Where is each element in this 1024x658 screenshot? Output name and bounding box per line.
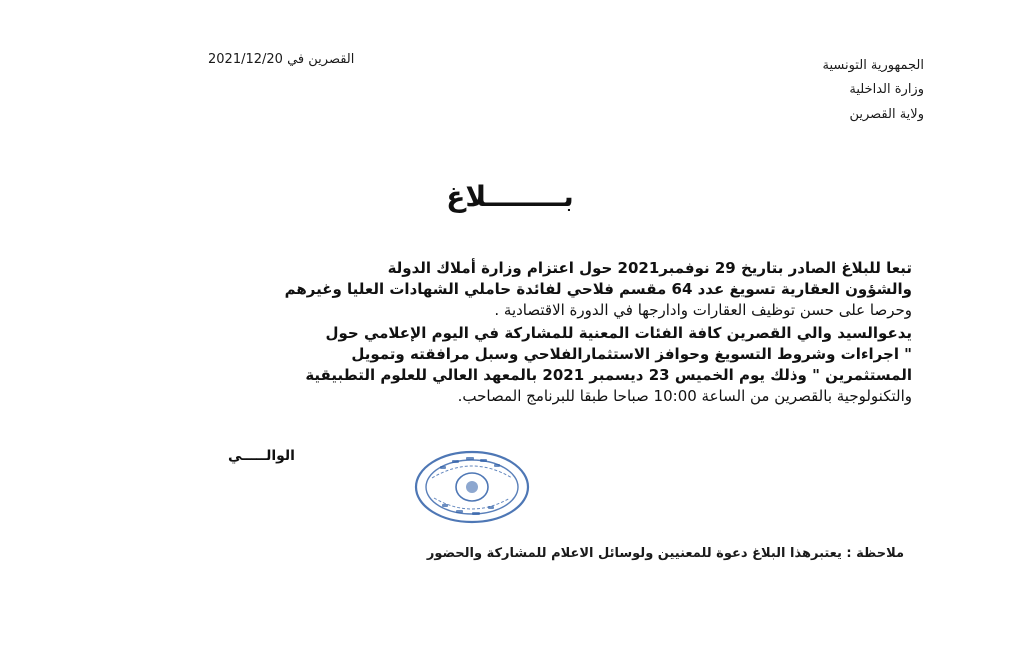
paragraph-2 (112, 323, 912, 407)
paragraph-1 (112, 258, 912, 321)
document-date: القصرين في 2021/12/20 (208, 52, 355, 67)
paragraph-2-line-3: المستثمرين " وذلك يوم الخميس 23 ديسمبر 2021 بالمعهد العالي للعلوم التطبيقية (305, 366, 912, 384)
header-republic: الجمهورية التونسية (822, 58, 924, 73)
document-title: بــــــــلاغ (446, 180, 574, 213)
header-governorate: ولاية القصرين (849, 107, 924, 122)
paragraph-2-line-4: والتكنولوجية بالقصرين من الساعة 10:00 صباحا طبقا للبرنامج المصاحب. (457, 387, 912, 405)
signature-governor: الوالـــــي (228, 448, 295, 464)
paragraph-1-line-3: وحرصا على حسن توظيف العقارات وادارجها في الدورة الاقتصادية . (494, 301, 912, 319)
footer-note: ملاحظة : يعتبرهذا البلاغ دعوة للمعنيين ولوسائل الاعلام للمشاركة والحضور (426, 546, 904, 561)
paragraph-2-line-1: يدعوالسيد والي القصرين كافة الفئات المعنية للمشاركة في اليوم الإعلامي حول (325, 324, 912, 342)
header-ministry: وزارة الداخلية (849, 82, 924, 97)
official-seal-icon (412, 448, 532, 526)
paragraph-2-line-2: " اجراءات وشروط التسويغ وحوافز الاستثمارالفلاحي وسبل مرافقته وتمويل (351, 345, 912, 363)
paragraph-1-line-2: والشؤون العقارية تسويغ عدد 64 مقسم فلاحي لفائدة حاملي الشهادات العليا وغيرهم (284, 280, 912, 298)
paragraph-1-line-1: تبعا للبلاغ الصادر بتاريخ 29 نوفمبر2021 حول اعتزام وزارة أملاك الدولة (387, 259, 912, 277)
